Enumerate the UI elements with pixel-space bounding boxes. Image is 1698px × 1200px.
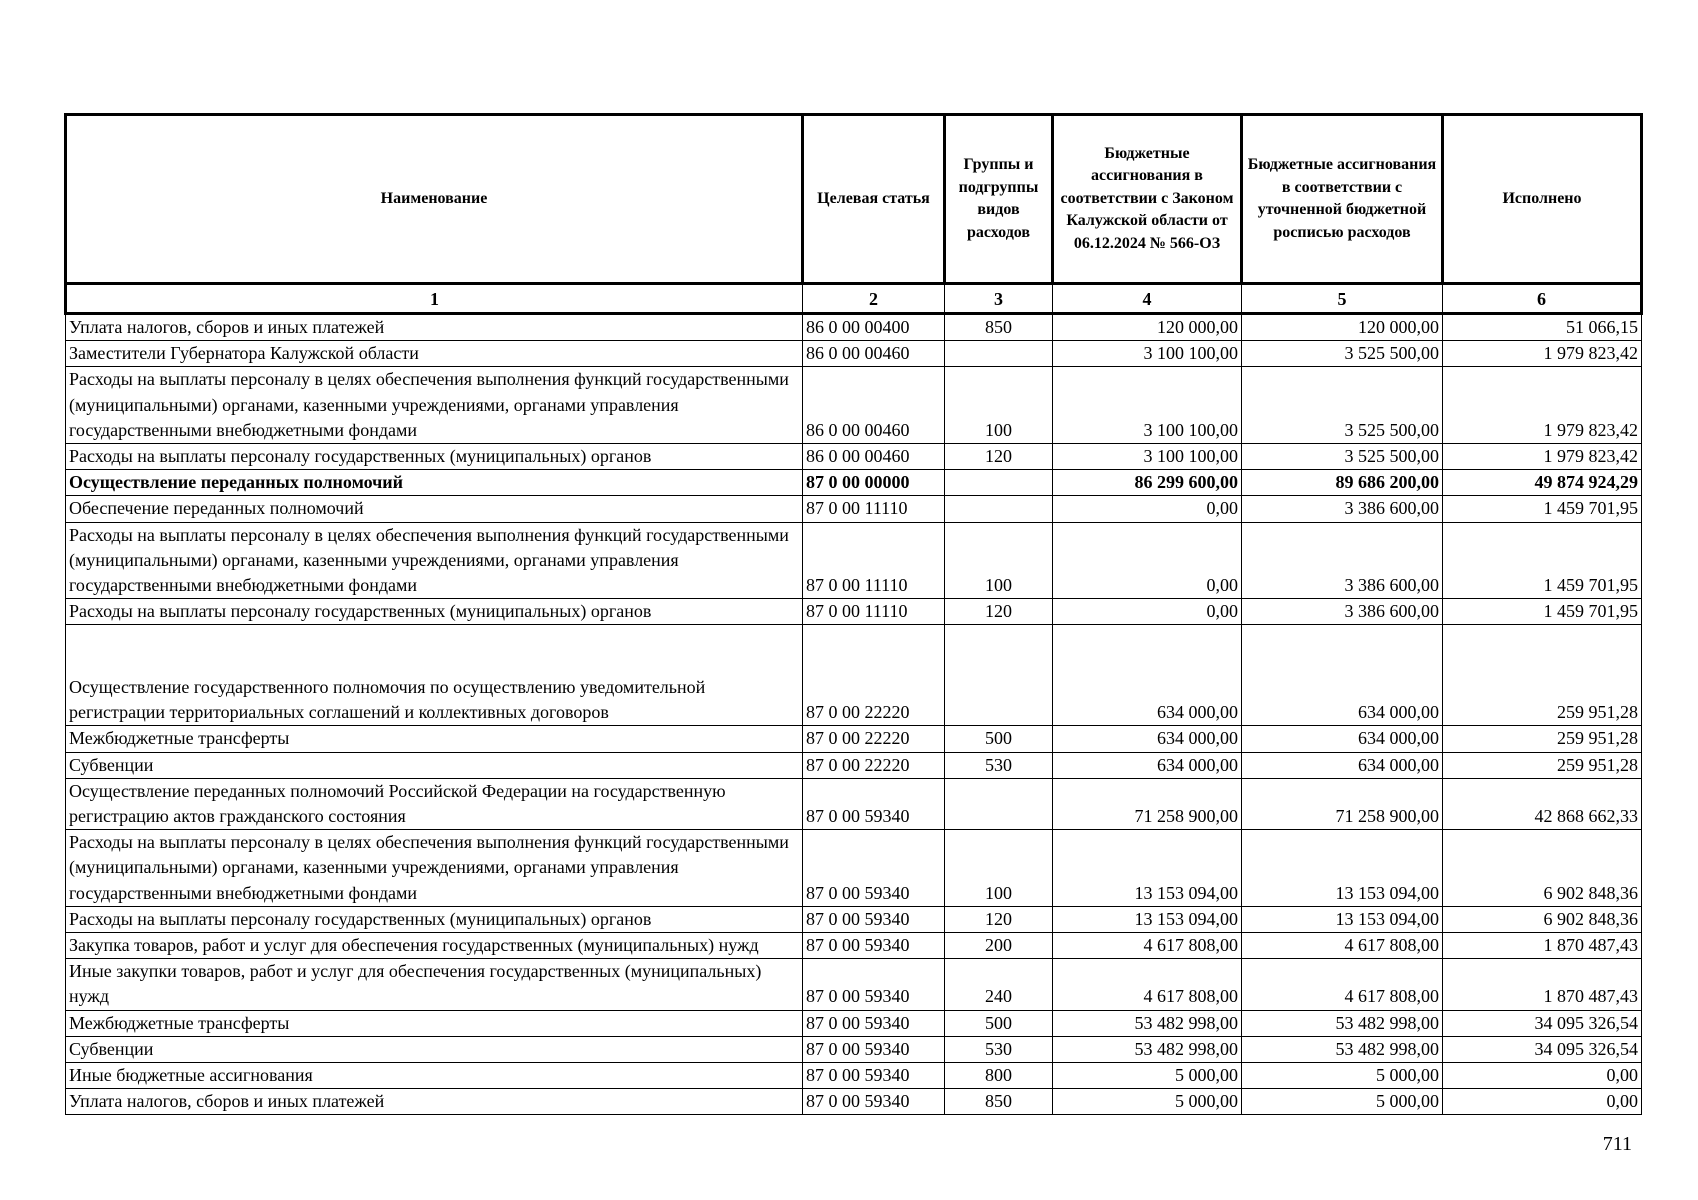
row-refined-allocation: 53 482 998,00	[1242, 1010, 1443, 1036]
row-expense-group: 200	[945, 933, 1053, 959]
column-number: 2	[803, 284, 945, 314]
table-row	[66, 752, 1642, 778]
row-refined-allocation: 3 386 600,00	[1242, 496, 1443, 522]
row-name: Осуществление переданных полномочий Российской Федерации на государственную регистрацию актов гражданского состояния	[66, 778, 803, 829]
row-law-allocation: 3 100 100,00	[1053, 367, 1242, 444]
row-executed: 6 902 848,36	[1443, 830, 1642, 907]
row-refined-allocation: 634 000,00	[1242, 726, 1443, 752]
column-number: 5	[1242, 284, 1443, 314]
row-executed: 259 951,28	[1443, 625, 1642, 726]
row-refined-allocation: 3 525 500,00	[1242, 444, 1443, 470]
row-law-allocation: 5 000,00	[1053, 1089, 1242, 1115]
table-row	[66, 367, 1642, 444]
row-refined-allocation: 3 386 600,00	[1242, 599, 1443, 625]
row-expense-group	[945, 625, 1053, 726]
row-name: Межбюджетные трансферты	[66, 726, 803, 752]
row-name: Иные закупки товаров, работ и услуг для обеспечения государственных (муниципальных) нужд	[66, 959, 803, 1010]
row-expense-group: 500	[945, 726, 1053, 752]
row-expense-group: 120	[945, 599, 1053, 625]
row-name: Уплата налогов, сборов и иных платежей	[66, 314, 803, 341]
table-row	[66, 933, 1642, 959]
row-target-article: 86 0 00 00460	[803, 367, 945, 444]
header-target-article: Целевая статья	[803, 115, 945, 284]
row-executed: 259 951,28	[1443, 726, 1642, 752]
row-law-allocation: 53 482 998,00	[1053, 1010, 1242, 1036]
row-expense-group: 120	[945, 444, 1053, 470]
row-law-allocation: 0,00	[1053, 522, 1242, 599]
row-law-allocation: 5 000,00	[1053, 1063, 1242, 1089]
row-refined-allocation: 53 482 998,00	[1242, 1036, 1443, 1062]
table-row	[66, 599, 1642, 625]
row-refined-allocation: 634 000,00	[1242, 752, 1443, 778]
row-expense-group: 850	[945, 314, 1053, 341]
row-refined-allocation: 71 258 900,00	[1242, 778, 1443, 829]
row-target-article: 87 0 00 59340	[803, 1089, 945, 1115]
row-target-article: 87 0 00 11110	[803, 496, 945, 522]
row-executed: 1 459 701,95	[1443, 496, 1642, 522]
row-law-allocation: 0,00	[1053, 496, 1242, 522]
row-executed: 1 979 823,42	[1443, 444, 1642, 470]
table-row	[66, 1036, 1642, 1062]
row-name: Расходы на выплаты персоналу государственных (муниципальных) органов	[66, 444, 803, 470]
row-law-allocation: 120 000,00	[1053, 314, 1242, 341]
row-name: Расходы на выплаты персоналу государственных (муниципальных) органов	[66, 599, 803, 625]
row-expense-group: 850	[945, 1089, 1053, 1115]
row-refined-allocation: 4 617 808,00	[1242, 933, 1443, 959]
table-row	[66, 341, 1642, 367]
row-name: Субвенции	[66, 1036, 803, 1062]
table-row	[66, 496, 1642, 522]
row-target-article: 87 0 00 59340	[803, 778, 945, 829]
row-refined-allocation: 13 153 094,00	[1242, 830, 1443, 907]
table-row	[66, 906, 1642, 932]
column-number: 1	[66, 284, 803, 314]
row-target-article: 87 0 00 59340	[803, 1063, 945, 1089]
row-target-article: 87 0 00 59340	[803, 906, 945, 932]
table-row	[66, 470, 1642, 496]
row-law-allocation: 13 153 094,00	[1053, 906, 1242, 932]
column-number-row	[66, 284, 1642, 314]
row-expense-group: 100	[945, 522, 1053, 599]
table-row	[66, 444, 1642, 470]
row-name: Межбюджетные трансферты	[66, 1010, 803, 1036]
row-expense-group	[945, 470, 1053, 496]
table-row	[66, 830, 1642, 907]
row-target-article: 87 0 00 00000	[803, 470, 945, 496]
row-name: Обеспечение переданных полномочий	[66, 496, 803, 522]
row-law-allocation: 0,00	[1053, 599, 1242, 625]
row-target-article: 87 0 00 59340	[803, 959, 945, 1010]
row-expense-group: 240	[945, 959, 1053, 1010]
table-row	[66, 625, 1642, 726]
table-row	[66, 726, 1642, 752]
row-executed: 34 095 326,54	[1443, 1010, 1642, 1036]
row-law-allocation: 4 617 808,00	[1053, 933, 1242, 959]
row-target-article: 87 0 00 59340	[803, 1036, 945, 1062]
column-number: 3	[945, 284, 1053, 314]
row-name: Закупка товаров, работ и услуг для обеспечения государственных (муниципальных) нужд	[66, 933, 803, 959]
row-target-article: 87 0 00 11110	[803, 599, 945, 625]
header-name: Наименование	[66, 115, 803, 284]
row-target-article: 87 0 00 59340	[803, 830, 945, 907]
row-refined-allocation: 3 525 500,00	[1242, 341, 1443, 367]
row-executed: 259 951,28	[1443, 752, 1642, 778]
row-expense-group: 100	[945, 830, 1053, 907]
row-name: Расходы на выплаты персоналу государственных (муниципальных) органов	[66, 906, 803, 932]
row-expense-group: 100	[945, 367, 1053, 444]
row-executed: 1 870 487,43	[1443, 959, 1642, 1010]
row-executed: 0,00	[1443, 1063, 1642, 1089]
table-row	[66, 314, 1642, 341]
row-name: Расходы на выплаты персоналу в целях обеспечения выполнения функций государственными (муниципальными) органами, казенными учреждениями, органами управления государственными внебюджетными фондами	[66, 522, 803, 599]
row-expense-group: 120	[945, 906, 1053, 932]
table-row	[66, 1063, 1642, 1089]
row-law-allocation: 3 100 100,00	[1053, 341, 1242, 367]
row-target-article: 87 0 00 11110	[803, 522, 945, 599]
row-target-article: 87 0 00 59340	[803, 933, 945, 959]
row-refined-allocation: 120 000,00	[1242, 314, 1443, 341]
row-name: Заместители Губернатора Калужской области	[66, 341, 803, 367]
row-law-allocation: 86 299 600,00	[1053, 470, 1242, 496]
row-law-allocation: 53 482 998,00	[1053, 1036, 1242, 1062]
row-target-article: 86 0 00 00460	[803, 341, 945, 367]
row-executed: 34 095 326,54	[1443, 1036, 1642, 1062]
row-executed: 1 459 701,95	[1443, 522, 1642, 599]
row-expense-group	[945, 496, 1053, 522]
row-executed: 49 874 924,29	[1443, 470, 1642, 496]
row-executed: 1 979 823,42	[1443, 341, 1642, 367]
row-refined-allocation: 5 000,00	[1242, 1089, 1443, 1115]
row-law-allocation: 13 153 094,00	[1053, 830, 1242, 907]
row-refined-allocation: 3 386 600,00	[1242, 522, 1443, 599]
row-law-allocation: 4 617 808,00	[1053, 959, 1242, 1010]
column-number: 6	[1443, 284, 1642, 314]
row-refined-allocation: 4 617 808,00	[1242, 959, 1443, 1010]
header-row	[66, 115, 1642, 284]
row-refined-allocation: 3 525 500,00	[1242, 367, 1443, 444]
row-refined-allocation: 634 000,00	[1242, 625, 1443, 726]
page-number: 711	[1602, 1133, 1632, 1155]
row-law-allocation: 634 000,00	[1053, 625, 1242, 726]
row-expense-group: 530	[945, 752, 1053, 778]
row-target-article: 86 0 00 00460	[803, 444, 945, 470]
row-refined-allocation: 89 686 200,00	[1242, 470, 1443, 496]
row-expense-group: 800	[945, 1063, 1053, 1089]
row-law-allocation: 634 000,00	[1053, 726, 1242, 752]
table-body	[66, 314, 1642, 1115]
row-expense-group: 530	[945, 1036, 1053, 1062]
budget-table	[64, 113, 1643, 1115]
row-name: Иные бюджетные ассигнования	[66, 1063, 803, 1089]
row-executed: 1 979 823,42	[1443, 367, 1642, 444]
column-number: 4	[1053, 284, 1242, 314]
row-executed: 1 870 487,43	[1443, 933, 1642, 959]
header-executed: Исполнено	[1443, 115, 1642, 284]
row-name: Расходы на выплаты персоналу в целях обеспечения выполнения функций государственными (муниципальными) органами, казенными учреждениями, органами управления государственными внебюджетными фондами	[66, 830, 803, 907]
row-expense-group: 500	[945, 1010, 1053, 1036]
row-executed: 6 902 848,36	[1443, 906, 1642, 932]
table-row	[66, 1089, 1642, 1115]
row-name: Осуществление переданных полномочий	[66, 470, 803, 496]
row-name: Расходы на выплаты персоналу в целях обеспечения выполнения функций государственными (муниципальными) органами, казенными учреждениями, органами управления государственными внебюджетными фондами	[66, 367, 803, 444]
row-name: Осуществление государственного полномочия по осуществлению уведомительной регистрации территориальных соглашений и коллективных договоров	[66, 625, 803, 726]
table-row	[66, 959, 1642, 1010]
row-target-article: 86 0 00 00400	[803, 314, 945, 341]
row-expense-group	[945, 778, 1053, 829]
table-row	[66, 778, 1642, 829]
row-executed: 1 459 701,95	[1443, 599, 1642, 625]
row-executed: 0,00	[1443, 1089, 1642, 1115]
row-target-article: 87 0 00 22220	[803, 752, 945, 778]
row-refined-allocation: 5 000,00	[1242, 1063, 1443, 1089]
row-target-article: 87 0 00 22220	[803, 726, 945, 752]
row-refined-allocation: 13 153 094,00	[1242, 906, 1443, 932]
row-target-article: 87 0 00 59340	[803, 1010, 945, 1036]
row-executed: 51 066,15	[1443, 314, 1642, 341]
row-law-allocation: 3 100 100,00	[1053, 444, 1242, 470]
row-name: Уплата налогов, сборов и иных платежей	[66, 1089, 803, 1115]
table-row	[66, 522, 1642, 599]
row-executed: 42 868 662,33	[1443, 778, 1642, 829]
header-expense-group: Группы и подгруппы видов расходов	[945, 115, 1053, 284]
table-row	[66, 1010, 1642, 1036]
row-expense-group	[945, 341, 1053, 367]
header-law-allocations: Бюджетные ассигнования в соответствии с Законом Калужской области от 06.12.2024 № 566-ОЗ	[1053, 115, 1242, 284]
row-target-article: 87 0 00 22220	[803, 625, 945, 726]
row-law-allocation: 71 258 900,00	[1053, 778, 1242, 829]
header-refined-allocations: Бюджетные ассигнования в соответствии с уточненной бюджетной росписью расходов	[1242, 115, 1443, 284]
row-name: Субвенции	[66, 752, 803, 778]
row-law-allocation: 634 000,00	[1053, 752, 1242, 778]
